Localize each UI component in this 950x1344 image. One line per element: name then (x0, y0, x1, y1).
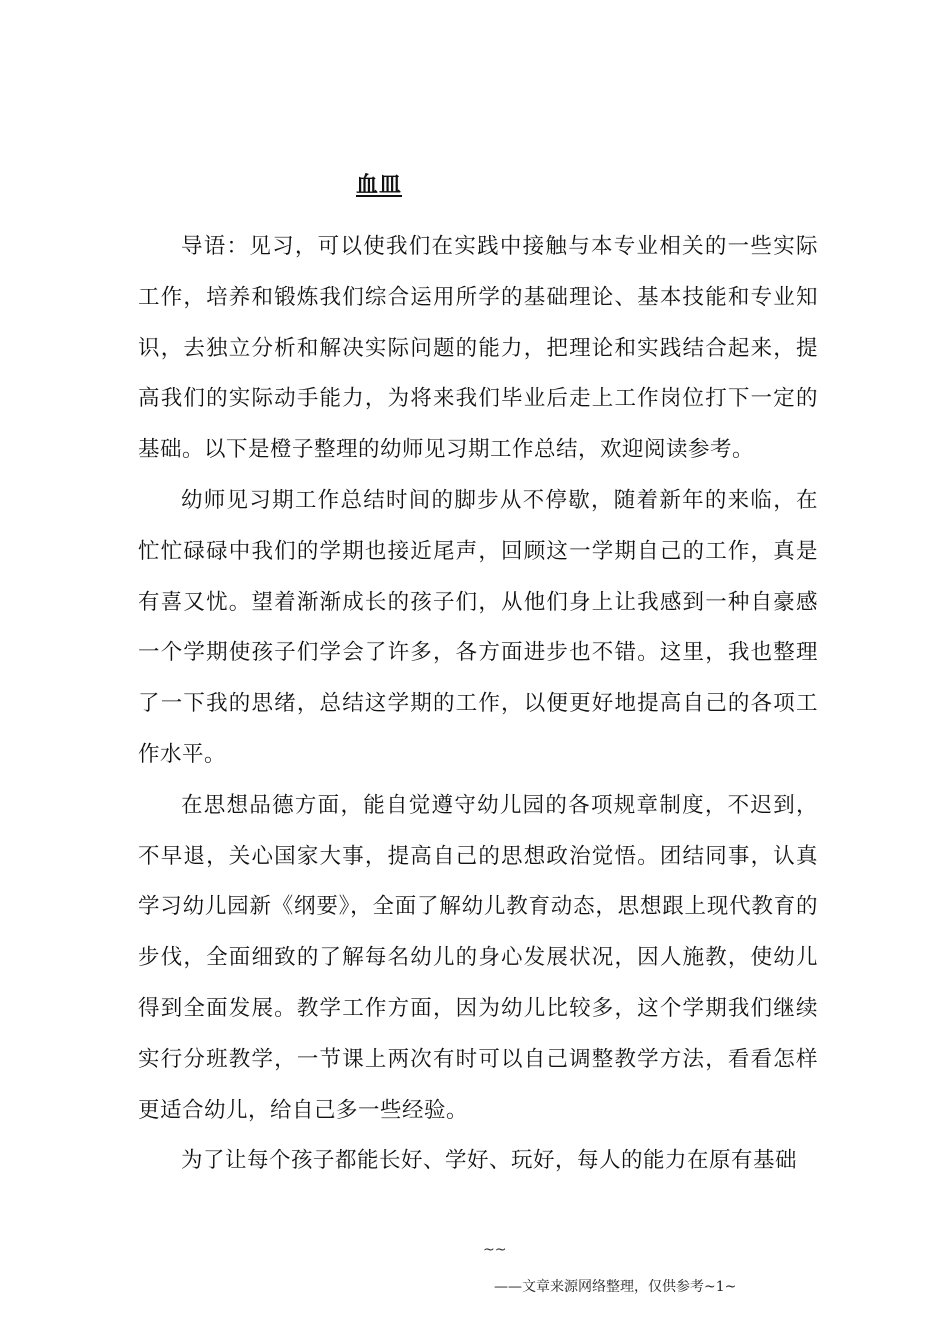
footer-source-note: ——文章来源网络整理，仅供参考~1~ (494, 1279, 737, 1295)
paragraph-morality: 在思想品德方面，能自觉遵守幼儿园的各项规章制度，不迟到，不早退，关心国家大事，提高自己的思想政治觉悟。团结同事，认真学习幼儿园新《纲要》，全面了解幼儿教育动态，思想跟上现代教育的步伐，全面细致的了解每名幼儿的身心发展状况，因人施教，使幼儿得到全面发展。教学工作方面，因为幼儿比较多，这个学期我们继续实行分班教学，一节课上两次有时可以自己调整教学方法，看看怎样更适合幼儿，给自己多一些经验。 (138, 792, 818, 1123)
footer-mark: ~~ (483, 1242, 507, 1258)
document-title: 血皿 (356, 172, 403, 198)
document-body (138, 222, 818, 1187)
paragraph-intro: 导语：见习，可以使我们在实践中接触与本专业相关的一些实际工作，培养和锻炼我们综合运用所学的基础理论、基本技能和专业知识，去独立分析和解决实际问题的能力，把理论和实践结合起来，提高我们的实际动手能力，为将来我们毕业后走上工作岗位打下一定的基础。以下是橙子整理的幼师见习期工作总结，欢迎阅读参考。 (138, 234, 818, 463)
paragraph-summary: 幼师见习期工作总结时间的脚步从不停歇，随着新年的来临，在忙忙碌碌中我们的学期也接近尾声，回顾这一学期自己的工作，真是有喜又忧。望着渐渐成长的孩子们，从他们身上让我感到一种自豪感一个学期使孩子们学会了许多，各方面进步也不错。这里，我也整理了一下我的思绪，总结这学期的工作，以便更好地提高自己的各项工作水平。 (138, 487, 818, 767)
paragraph-goal: 为了让每个孩子都能长好、学好、玩好，每人的能力在原有基础 (181, 1148, 798, 1174)
